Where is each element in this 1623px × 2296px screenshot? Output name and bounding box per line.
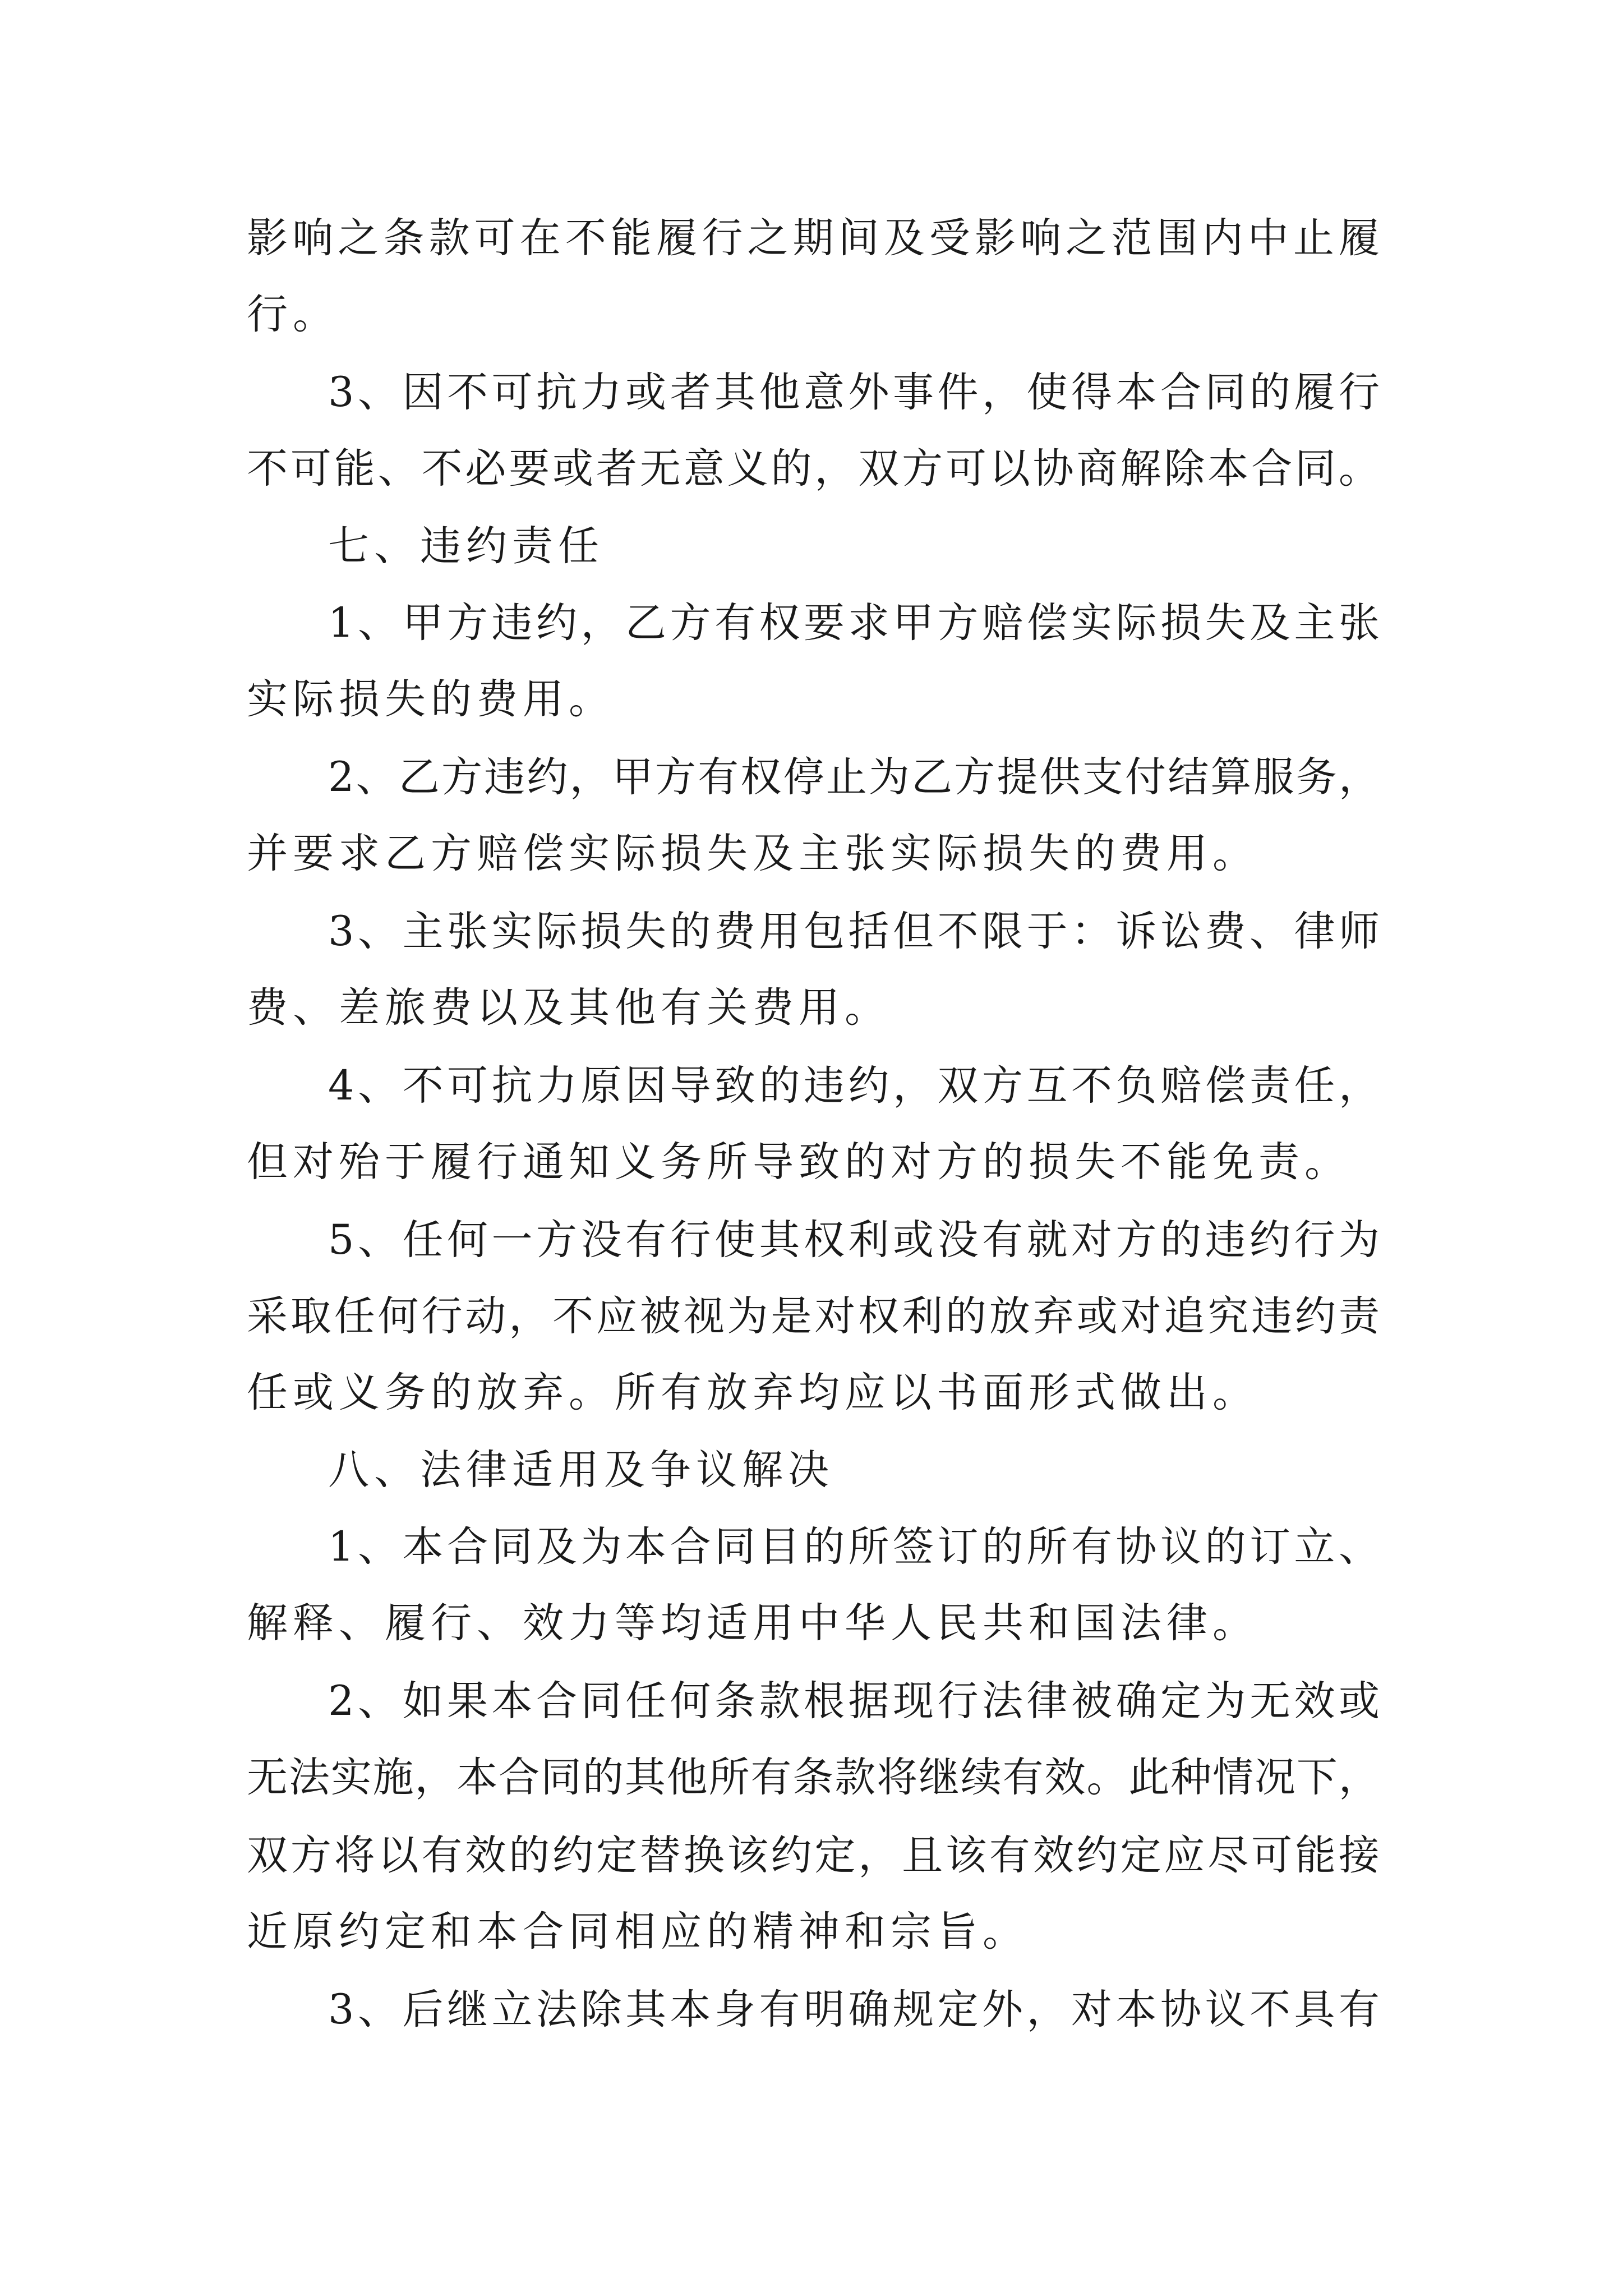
text-line: 2 、 如 果 本 合 同 任 何 条 款 根 据 现 行 法 律 被 确 定 为 无 效 或 — [328, 1677, 1380, 1725]
text-line: 2 、 乙 方 违 约 ， 甲 方 有 权 停 止 为 乙 方 提 供 支 付 结 算 服 务 ， — [328, 753, 1380, 801]
section-heading: 七、违约责任 — [328, 522, 604, 570]
text-line: 并要求乙方赔偿实际损失及主张实际损失的费用。 — [247, 830, 1258, 877]
text-line: 无 法 实 施 ， 本 合 同 的 其 他 所 有 条 款 将 继 续 有 效 。 此 种 情 况 下 ， — [247, 1754, 1380, 1801]
text-line: 3 、 后 继 立 法 除 其 本 身 有 明 确 规 定 外 ， 对 本 协 议 不 具 有 — [328, 1986, 1380, 2033]
text-line: 近原约定和本合同相应的精神和宗旨。 — [247, 1908, 1029, 1955]
text-line: 实际损失的费用。 — [247, 675, 615, 723]
text-line: 影 响 之 条 款 可 在 不 能 履 行 之 期 间 及 受 影 响 之 范 围 内 中 止 履 — [247, 214, 1380, 262]
text-line: 但对殆于履行通知义务所导致的对方的损失不能免责。 — [247, 1138, 1350, 1186]
text-line: 3 、 因 不 可 抗 力 或 者 其 他 意 外 事 件 ， 使 得 本 合 同 的 履 行 — [328, 369, 1380, 416]
text-line: 采 取 任 何 行 动 ， 不 应 被 视 为 是 对 权 利 的 放 弃 或 对 追 究 违 约 责 — [247, 1292, 1380, 1340]
text-line: 行。 — [247, 291, 339, 338]
text-line: 不 可 能 、 不 必 要 或 者 无 意 义 的 ， 双 方 可 以 协 商 解 除 本 合 同 。 — [247, 445, 1380, 493]
text-line: 3 、 主 张 实 际 损 失 的 费 用 包 括 但 不 限 于 ： 诉 讼 费 、 律 师 — [328, 908, 1380, 955]
text-line: 解释、履行、效力等均适用中华人民共和国法律。 — [247, 1599, 1258, 1647]
text-line: 1 、 本 合 同 及 为 本 合 同 目 的 所 签 订 的 所 有 协 议 的 订 立 、 — [328, 1523, 1380, 1571]
section-heading: 八、法律适用及争议解决 — [328, 1446, 834, 1494]
text-line: 5 、 任 何 一 方 没 有 行 使 其 权 利 或 没 有 就 对 方 的 违 约 行 为 — [328, 1216, 1380, 1264]
text-line: 任或义务的放弃。所有放弃均应以书面形式做出。 — [247, 1369, 1258, 1416]
text-line: 1 、 甲 方 违 约 ， 乙 方 有 权 要 求 甲 方 赔 偿 实 际 损 失 及 主 张 — [328, 599, 1380, 647]
text-line: 双 方 将 以 有 效 的 约 定 替 换 该 约 定 ， 且 该 有 效 约 定 应 尽 可 能 接 — [247, 1832, 1380, 1879]
text-line: 4 、 不 可 抗 力 原 因 导 致 的 违 约 ， 双 方 互 不 负 赔 偿 责 任 ， — [328, 1062, 1380, 1110]
text-line: 费、差旅费以及其他有关费用。 — [247, 984, 891, 1032]
